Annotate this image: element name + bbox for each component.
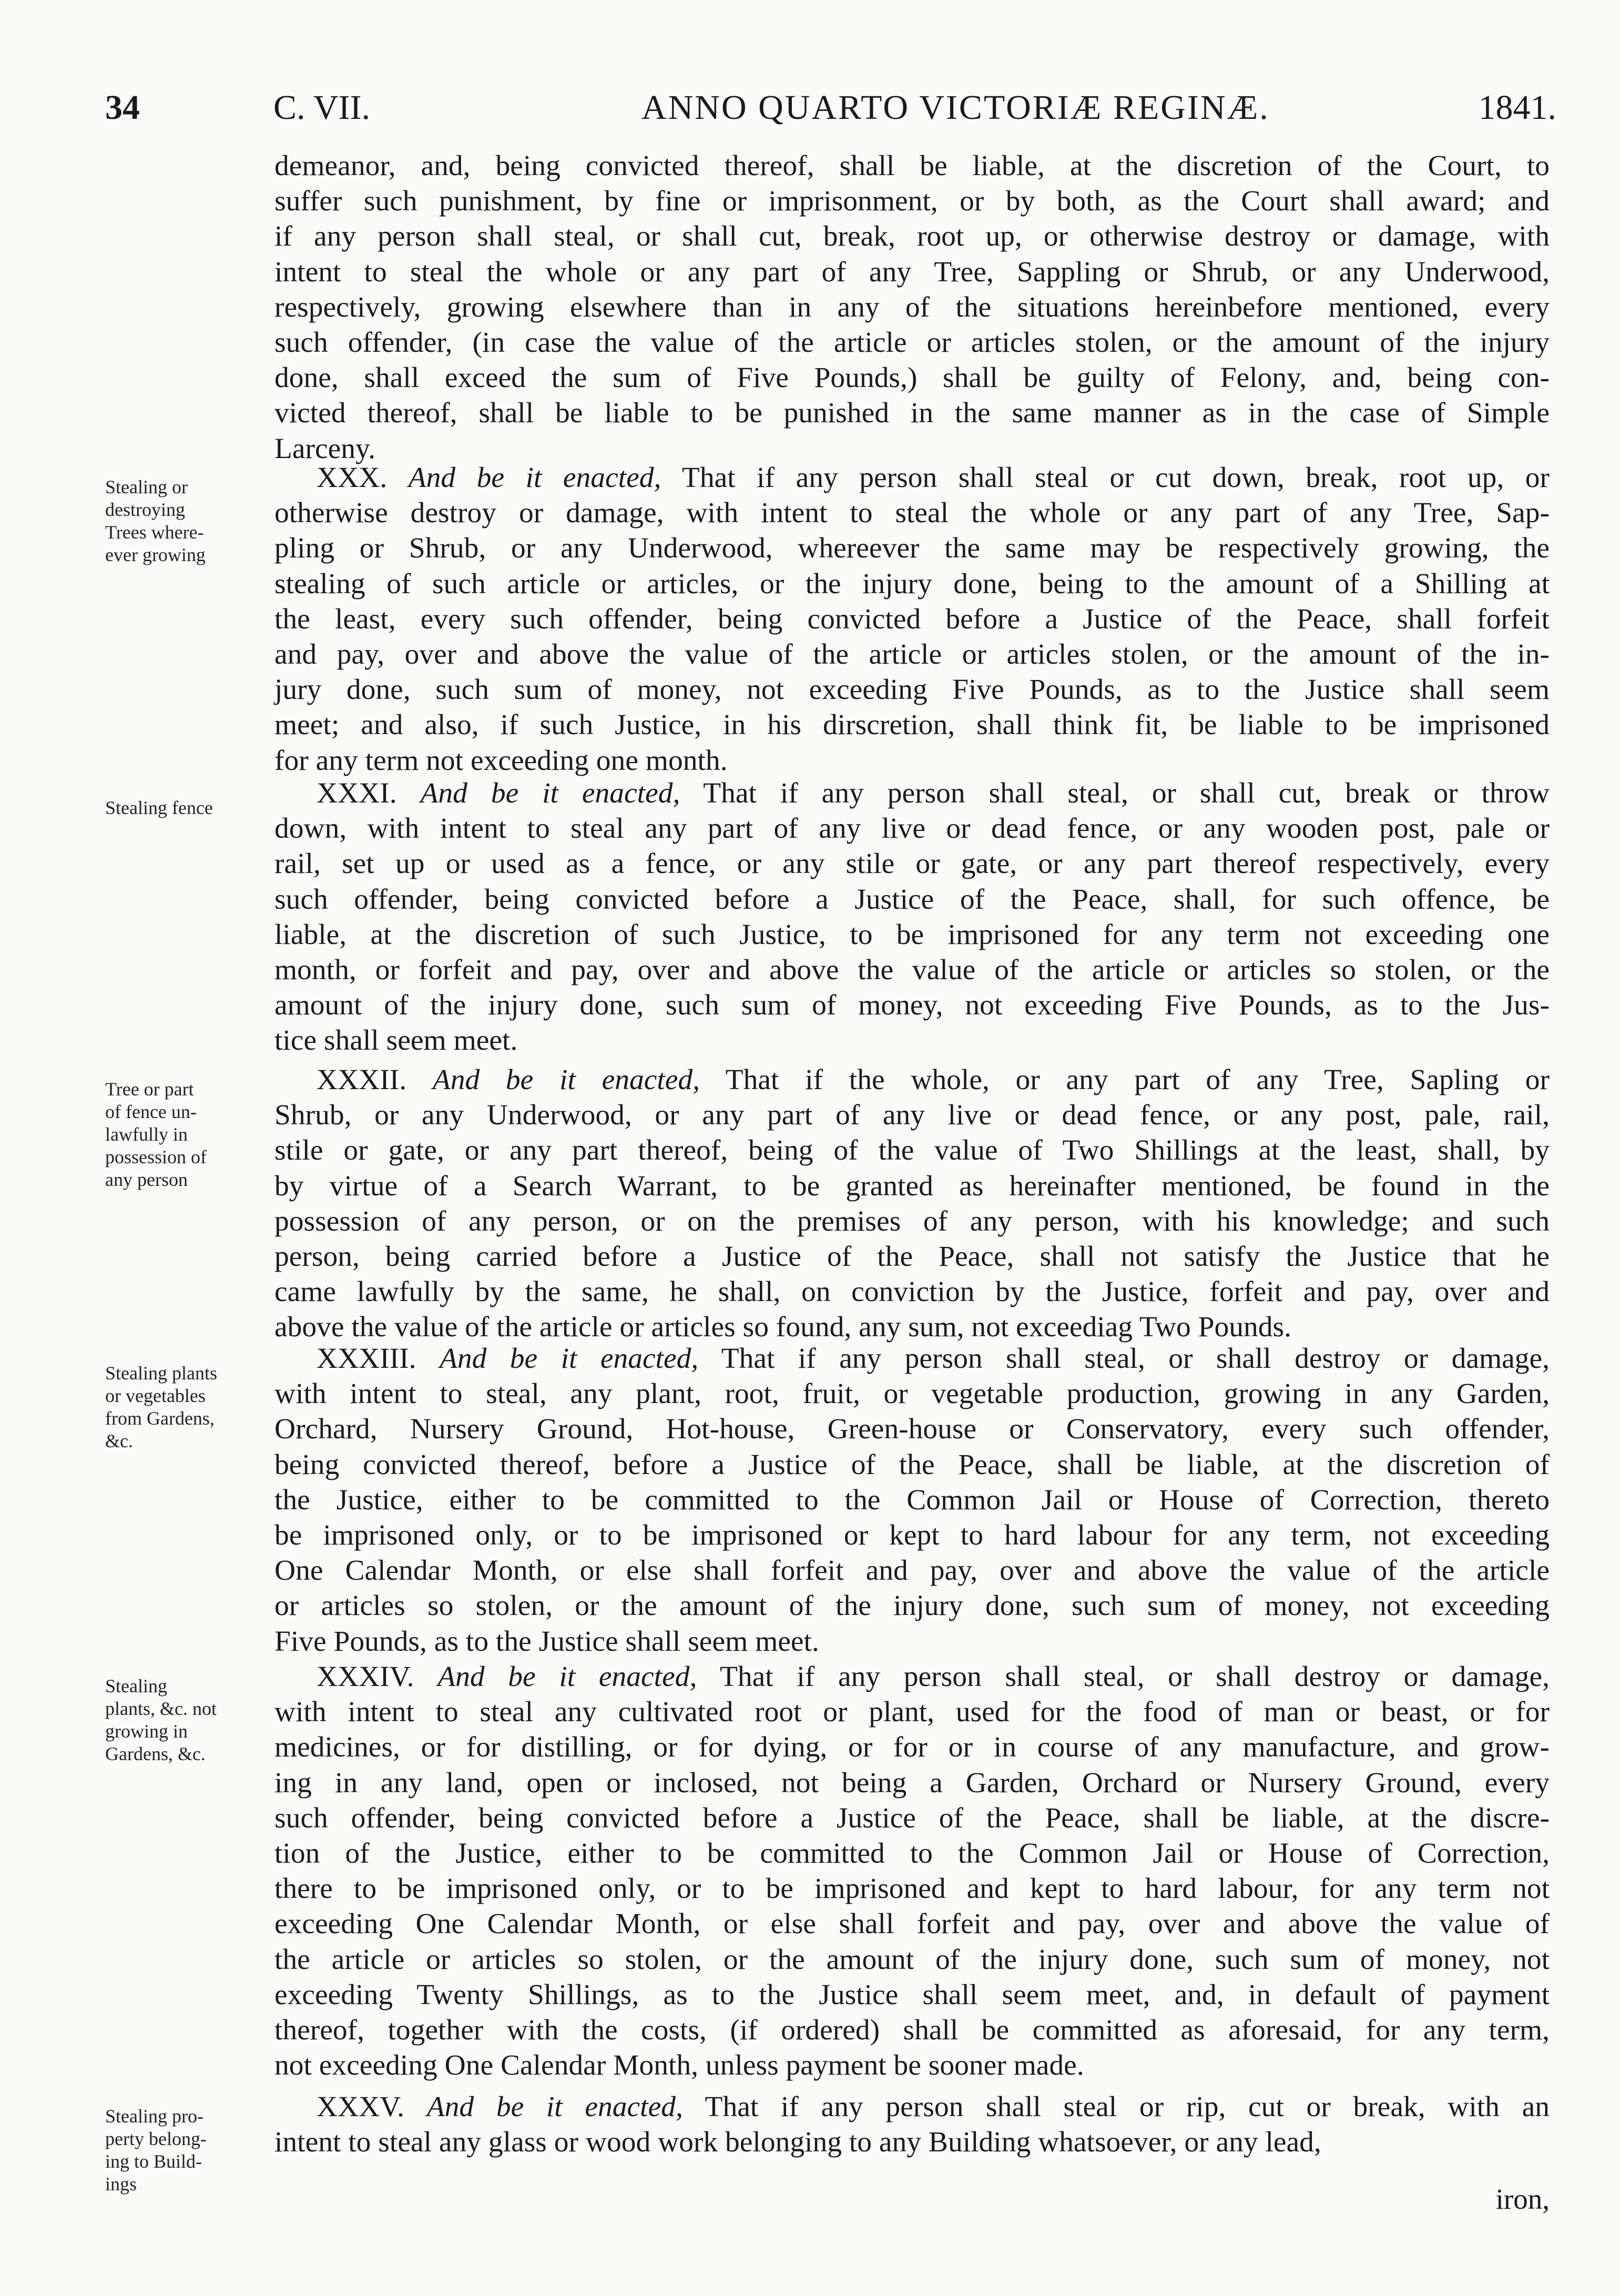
section-cont [274,148,1550,466]
side-note-line: Stealing pro- [105,2106,203,2127]
catchword: iron, [1495,2183,1550,2215]
side-note-line: Tree or part [105,1079,194,1100]
text-line: down, with intent to steal any part of any live or dead fence, or any wooden post, pale or [274,812,1550,845]
text-line: respectively, growing elsewhere than in any of the situations hereinbefore mentioned, every [274,291,1550,323]
section-xxxii [274,1062,1550,1345]
enacting-clause: And be it enacted, [437,1661,697,1693]
side-note-xxxiv [105,1675,263,1765]
text-line: rail, set up or used as a fence, or any stile or gate, or any part thereof respectively, every [274,848,1550,880]
section-numeral: XXXIV. [317,1661,414,1693]
line-text: That if any person shall steal, or shall cut, break or throw [680,777,1550,809]
text-line: liable, at the discretion of such Justice, to be imprisoned for any term not exceeding one [274,918,1550,951]
text-line: the least, every such offender, being convicted before a Justice of the Peace, shall forfeit [274,603,1550,635]
section-numeral: XXXIII. [317,1343,416,1375]
chapter-number: C. VII. [273,88,370,127]
side-note-line: any person [105,1169,188,1190]
line-text: That if any person shall steal, or shall destroy or damage, [697,1661,1550,1693]
text-line: medicines, or for distilling, or for dying, or for or in course of any manufacture, and grow- [274,1731,1550,1764]
text-line: or articles so stolen, or the amount of the injury done, such sum of money, not exceeding [274,1590,1550,1622]
text-line: amount of the injury done, such sum of money, not exceeding Five Pounds, as to the Jus- [274,989,1550,1022]
year: 1841. [1478,88,1556,127]
text-line [274,1659,1550,1694]
text-line: the Justice, either to be committed to the Common Jail or House of Correction, thereto [274,1484,1550,1516]
text-line: ing in any land, open or inclosed, not being a Garden, Orchard or Nursery Ground, every [274,1766,1550,1799]
text-line: intent to steal the whole or any part of any Tree, Sappling or Shrub, or any Underwood, [274,256,1550,288]
text-line [274,1341,1550,1376]
text-line: stile or gate, or any part thereof, being of the value of Two Shillings at the least, shall, by [274,1134,1550,1167]
text-line: thereof, together with the costs, (if ordered) shall be committed as aforesaid, for any term, [274,2014,1550,2047]
text-line [274,2089,1550,2125]
enacting-clause: And be it enacted, [420,777,680,809]
text-line: victed thereof, shall be liable to be punished in the same manner as in the case of Simple [274,397,1550,430]
text-line [274,460,1550,495]
page-number: 34 [105,88,140,127]
text-line: be imprisoned only, or to be imprisoned or kept to hard labour for any term, not exceeding [274,1519,1550,1552]
section-numeral: XXXV. [317,2091,405,2123]
text-line: tice shall seem meet. [274,1024,518,1057]
side-note-line: Trees where- [105,522,204,543]
line-text: That if any person shall steal or cut down, break, root up, or [661,462,1550,494]
text-line: with intent to steal, any plant, root, fruit, or vegetable production, growing in any Garden, [274,1378,1550,1410]
enacting-clause: And be it enacted, [426,2091,683,2123]
text-line: meet; and also, if such Justice, in his dirscretion, shall think fit, be liable to be imprisoned [274,709,1550,741]
text-line: came lawfully by the same, he shall, on conviction by the Justice, forfeit and pay, over and [274,1276,1550,1308]
side-note-line: ings [105,2173,137,2195]
section-xxxv [274,2089,1550,2160]
text-line: not exceeding One Calendar Month, unless payment be sooner made. [274,2049,1084,2082]
text-line: pling or Shrub, or any Underwood, whereever the same may be respectively growing, the [274,532,1550,565]
section-xxxiv [274,1659,1550,2083]
side-note-line: Stealing plants [105,1363,217,1384]
text-line: jury done, such sum of money, not exceeding Five Pounds, as to the Justice shall seem [274,674,1550,706]
text-line: with intent to steal any cultivated root or plant, used for the food of man or beast, or for [274,1696,1550,1729]
text-line: One Calendar Month, or else shall forfeit and pay, over and above the value of the article [274,1555,1550,1587]
side-note-line: &c. [105,1430,133,1451]
line-text: That if the whole, or any part of any Tree, Sapling or [700,1064,1550,1096]
section-xxx [274,460,1550,778]
side-note-line: of fence un- [105,1101,197,1122]
side-note-line: Gardens, &c. [105,1743,206,1764]
text-line: by virtue of a Search Warrant, to be granted as hereinafter mentioned, be found in the [274,1170,1550,1202]
text-line: Larceny. [274,432,376,465]
side-note-line: Stealing or [105,476,188,497]
section-xxxi [274,776,1550,1059]
side-note-line: plants, &c. not [105,1698,217,1719]
text-line: done, shall exceed the sum of Five Pounds,) shall be guilty of Felony, and, being con- [274,362,1550,394]
text-line: otherwise destroy or damage, with intent to steal the whole or any part of any Tree, Sap- [274,497,1550,530]
line-text: That if any person shall steal, or shall destroy or damage, [698,1343,1550,1375]
side-note-line: lawfully in [105,1124,188,1145]
side-note-line: or vegetables [105,1385,206,1406]
text-line: the article or articles so stolen, or the amount of the injury done, such sum of money, not [274,1943,1550,1976]
text-line: exceeding Twenty Shillings, as to the Justice shall seem meet, and, in default of payment [274,1978,1550,2011]
text-line: Orchard, Nursery Ground, Hot-house, Green-house or Conservatory, every such offender, [274,1413,1550,1446]
side-note-line: growing in [105,1721,188,1742]
line-text: That if any person shall steal or rip, cut or break, with an [682,2091,1550,2123]
side-note-xxxii [105,1078,263,1191]
text-line: person, being carried before a Justice of the Peace, shall not satisfy the Justice that he [274,1241,1550,1273]
side-note-line: perty belong- [105,2128,207,2149]
text-line: there to be imprisoned only, or to be imprisoned and kept to hard labour, for any term not [274,1873,1550,1905]
text-line: stealing of such article or articles, or the injury done, being to the amount of a Shilling at [274,567,1550,600]
side-note-line: Stealing fence [105,797,213,818]
side-note-line: ing to Build- [105,2151,202,2172]
section-numeral: XXXI. [317,777,397,809]
text-line: possession of any person, or on the premises of any person, with his knowledge; and such [274,1205,1550,1237]
section-xxxiii [274,1341,1550,1659]
text-line: tion of the Justice, either to be committed to the Common Jail or House of Correction, [274,1837,1550,1870]
text-line: being convicted thereof, before a Justice of the Peace, shall be liable, at the discretion of [274,1448,1550,1481]
text-line: such offender, being convicted before a Justice of the Peace, shall, for such offence, be [274,883,1550,916]
text-line: month, or forfeit and pay, over and above the value of the article or articles so stolen, or the [274,954,1550,987]
text-line: and pay, over and above the value of the article or articles stolen, or the amount of the in- [274,638,1550,671]
enacting-clause: And be it enacted, [408,462,661,494]
text-line: exceeding One Calendar Month, or else shall forfeit and pay, over and above the value of [274,1908,1550,1941]
text-line: suffer such punishment, by fine or imprisonment, or by both, as the Court shall award; and [274,185,1550,218]
text-line [274,776,1550,811]
text-line: such offender, (in case the value of the article or articles stolen, or the amount of the injury [274,327,1550,359]
text-line: above the value of the article or articles so found, any sum, not exceediag Two Pounds. [274,1311,1291,1344]
text-line: intent to steal any glass or wood work belonging to any Building whatsoever, or any lead, [274,2126,1321,2159]
side-note-line: ever growing [105,544,206,565]
side-note-line: possession of [105,1146,207,1167]
section-numeral: XXXII. [317,1064,407,1096]
text-line [274,1062,1550,1098]
side-note-xxxi [105,797,263,819]
text-line: for any term not exceeding one month. [274,744,728,777]
running-head-title: ANNO QUARTO VICTORIÆ REGINÆ. [641,88,1270,127]
text-line: demeanor, and, being convicted thereof, shall be liable, at the discretion of the Court, to [274,150,1550,182]
side-note-line: from Gardens, [105,1408,215,1429]
enacting-clause: And be it enacted, [439,1343,699,1375]
side-note-line: destroying [105,499,185,520]
section-numeral: XXX. [317,462,388,494]
text-line: if any person shall steal, or shall cut, break, root up, or otherwise destroy or damage, with [274,220,1550,253]
text-line: such offender, being convicted before a Justice of the Peace, shall be liable, at the discre- [274,1802,1550,1834]
text-line: Five Pounds, as to the Justice shall seem meet. [274,1625,819,1658]
side-note-xxxiii [105,1362,263,1452]
enacting-clause: And be it enacted, [432,1064,700,1096]
text-line: Shrub, or any Underwood, or any part of any live or dead fence, or any post, pale, rail, [274,1099,1550,1132]
side-note-xxx [105,476,263,566]
side-note-line: Stealing [105,1675,167,1696]
side-note-xxxv [105,2105,263,2196]
running-header [105,84,1556,131]
